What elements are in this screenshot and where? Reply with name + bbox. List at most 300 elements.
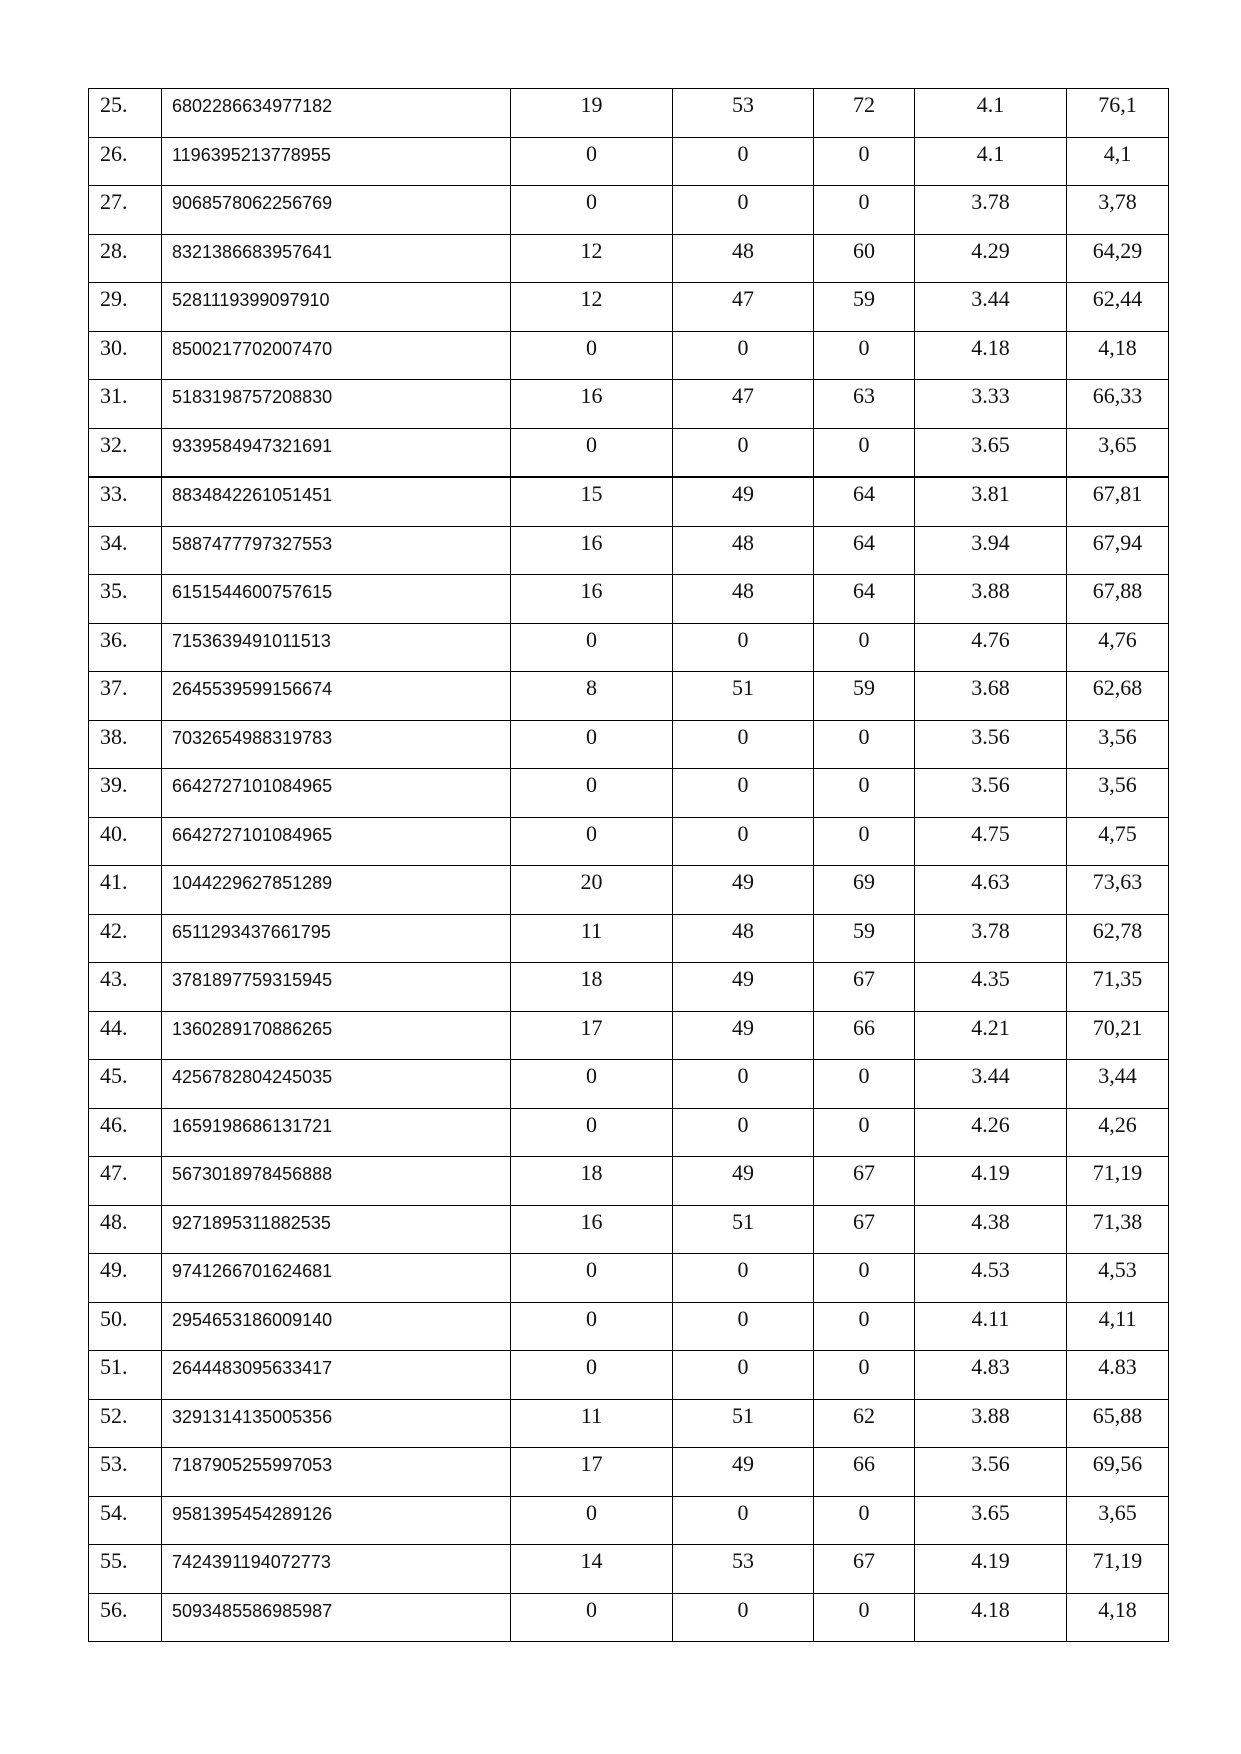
final-score-text: 65,88 xyxy=(1092,1402,1143,1428)
score-a-cell xyxy=(511,1593,673,1642)
score-total-text: 59 xyxy=(853,917,875,943)
score-a-text: 0 xyxy=(586,1354,597,1379)
score-a-cell xyxy=(511,720,673,769)
score-a-cell xyxy=(511,866,673,915)
table-row xyxy=(89,1545,1169,1594)
grade-avg-cell xyxy=(915,1254,1067,1303)
score-total-cell xyxy=(814,1254,915,1303)
student-id-cell xyxy=(162,1254,511,1303)
row-number-cell xyxy=(89,477,162,526)
score-total-cell xyxy=(814,1496,915,1545)
score-total-cell xyxy=(814,866,915,915)
score-a-cell xyxy=(511,1496,673,1545)
score-total-text: 66 xyxy=(853,1014,875,1040)
row-number-cell xyxy=(89,1108,162,1157)
score-a-text: 15 xyxy=(580,481,603,506)
score-a-text: 0 xyxy=(586,1499,597,1525)
grade-avg-text: 4.26 xyxy=(971,1111,1010,1137)
final-score-text: 4.83 xyxy=(1098,1354,1137,1379)
row-number-text: 25. xyxy=(100,92,128,117)
score-total-cell xyxy=(814,1011,915,1060)
score-total-cell xyxy=(814,914,915,963)
score-a-cell xyxy=(511,817,673,866)
student-id-text: 1044229627851289 xyxy=(172,873,333,893)
score-total-text: 59 xyxy=(853,675,875,700)
final-score-cell xyxy=(1067,526,1169,575)
row-number-text: 44. xyxy=(100,1014,128,1040)
table-row xyxy=(89,1060,1169,1109)
table-row xyxy=(89,866,1169,915)
score-total-text: 67 xyxy=(853,1548,875,1573)
grade-avg-cell xyxy=(915,1060,1067,1109)
score-total-text: 62 xyxy=(853,1402,875,1428)
score-a-text: 0 xyxy=(586,189,597,214)
grade-avg-cell xyxy=(915,1011,1067,1060)
grade-avg-text: 3.81 xyxy=(971,481,1010,506)
final-score-text: 3,56 xyxy=(1098,772,1137,797)
student-id-cell xyxy=(162,1545,511,1594)
score-total-cell xyxy=(814,1302,915,1351)
row-number-cell xyxy=(89,1399,162,1448)
student-id-cell xyxy=(162,963,511,1012)
score-b-cell xyxy=(673,1205,814,1254)
row-number-text: 51. xyxy=(100,1354,128,1379)
score-a-cell xyxy=(511,1448,673,1497)
score-total-text: 0 xyxy=(858,820,870,846)
score-a-text: 0 xyxy=(586,1063,597,1088)
score-b-cell xyxy=(673,89,814,138)
score-total-text: 0 xyxy=(858,1305,870,1331)
score-b-cell xyxy=(673,137,814,186)
score-a-text: 0 xyxy=(586,1257,597,1282)
final-score-cell xyxy=(1067,380,1169,429)
score-total-cell xyxy=(814,769,915,818)
score-b-text: 51 xyxy=(732,1402,754,1428)
score-a-text: 0 xyxy=(586,431,597,457)
final-score-cell xyxy=(1067,1302,1169,1351)
grade-avg-cell xyxy=(915,1496,1067,1545)
score-a-cell xyxy=(511,428,673,477)
score-total-text: 0 xyxy=(858,723,870,749)
table-row xyxy=(89,1108,1169,1157)
score-total-cell xyxy=(814,1593,915,1642)
grade-avg-text: 3.44 xyxy=(971,286,1010,311)
table-row xyxy=(89,477,1169,526)
student-id-text: 2954653186009140 xyxy=(172,1309,333,1330)
score-a-text: 17 xyxy=(580,1451,603,1476)
student-id-text: 1659198686131721 xyxy=(172,1115,333,1136)
score-a-text: 11 xyxy=(580,1402,603,1428)
score-b-text: 51 xyxy=(732,1208,754,1234)
score-total-text: 0 xyxy=(858,1596,870,1622)
row-number-text: 50. xyxy=(100,1305,128,1331)
score-b-cell xyxy=(673,526,814,575)
student-id-text: 6642727101084965 xyxy=(172,776,333,796)
grade-avg-cell xyxy=(915,914,1067,963)
score-b-text: 0 xyxy=(737,820,749,846)
row-number-cell xyxy=(89,137,162,186)
student-id-text: 8500217702007470 xyxy=(172,338,333,359)
student-id-text: 9068578062256769 xyxy=(172,193,333,213)
row-number-text: 27. xyxy=(100,189,128,214)
score-total-text: 0 xyxy=(858,1354,870,1379)
score-a-text: 0 xyxy=(586,626,597,652)
final-score-cell xyxy=(1067,769,1169,818)
score-b-text: 48 xyxy=(732,237,754,263)
table-row xyxy=(89,526,1169,575)
score-total-text: 0 xyxy=(858,140,870,166)
student-id-cell xyxy=(162,1011,511,1060)
grade-avg-text: 3.56 xyxy=(971,1451,1010,1476)
score-b-cell xyxy=(673,1254,814,1303)
row-number-text: 33. xyxy=(100,481,128,506)
student-id-text: 5183198757208830 xyxy=(172,387,333,407)
score-total-text: 0 xyxy=(858,1499,870,1525)
score-b-text: 51 xyxy=(732,675,754,700)
student-id-cell xyxy=(162,575,511,624)
grade-avg-text: 4.1 xyxy=(976,92,1005,117)
grade-avg-cell xyxy=(915,234,1067,283)
score-b-text: 47 xyxy=(732,286,754,311)
student-id-cell xyxy=(162,234,511,283)
row-number-cell xyxy=(89,1351,162,1400)
score-a-cell xyxy=(511,1399,673,1448)
grade-avg-text: 3.88 xyxy=(971,578,1010,603)
grade-avg-cell xyxy=(915,963,1067,1012)
score-a-text: 0 xyxy=(586,1111,597,1137)
score-b-cell xyxy=(673,817,814,866)
student-id-cell xyxy=(162,1060,511,1109)
score-a-cell xyxy=(511,1351,673,1400)
row-number-text: 29. xyxy=(100,286,128,311)
row-number-cell xyxy=(89,1060,162,1109)
grade-avg-cell xyxy=(915,1448,1067,1497)
grade-avg-cell xyxy=(915,428,1067,477)
row-number-cell xyxy=(89,1302,162,1351)
score-b-cell xyxy=(673,623,814,672)
score-total-cell xyxy=(814,283,915,332)
score-a-cell xyxy=(511,283,673,332)
score-b-cell xyxy=(673,1399,814,1448)
student-id-text: 3291314135005356 xyxy=(172,1406,333,1427)
grade-avg-text: 3.78 xyxy=(971,189,1010,214)
score-b-cell xyxy=(673,963,814,1012)
row-number-text: 35. xyxy=(100,578,128,603)
row-number-cell xyxy=(89,1448,162,1497)
row-number-cell xyxy=(89,1011,162,1060)
grade-avg-text: 4.35 xyxy=(971,966,1010,991)
student-id-cell xyxy=(162,720,511,769)
grade-avg-text: 4.83 xyxy=(971,1354,1010,1379)
table-row xyxy=(89,186,1169,235)
row-number-cell xyxy=(89,1496,162,1545)
final-score-cell xyxy=(1067,672,1169,721)
final-score-cell xyxy=(1067,331,1169,380)
table-row xyxy=(89,720,1169,769)
final-score-cell xyxy=(1067,1060,1169,1109)
score-total-cell xyxy=(814,817,915,866)
row-number-cell xyxy=(89,1157,162,1206)
score-total-text: 67 xyxy=(853,966,875,991)
score-a-text: 16 xyxy=(580,578,603,603)
student-id-text: 6511293437661795 xyxy=(172,921,331,942)
student-id-text: 8321386683957641 xyxy=(172,241,333,262)
final-score-cell xyxy=(1067,477,1169,526)
table-row xyxy=(89,380,1169,429)
student-id-text: 9339584947321691 xyxy=(172,435,333,456)
score-a-cell xyxy=(511,575,673,624)
final-score-text: 3,65 xyxy=(1098,431,1137,457)
final-score-text: 4,1 xyxy=(1103,140,1132,166)
score-total-cell xyxy=(814,1545,915,1594)
table-row xyxy=(89,963,1169,1012)
score-total-cell xyxy=(814,234,915,283)
table-row xyxy=(89,672,1169,721)
score-total-cell xyxy=(814,186,915,235)
score-a-text: 11 xyxy=(580,917,603,943)
final-score-cell xyxy=(1067,137,1169,186)
grade-avg-text: 4.1 xyxy=(976,140,1005,166)
score-b-text: 0 xyxy=(737,772,749,797)
score-b-cell xyxy=(673,575,814,624)
final-score-text: 71,38 xyxy=(1092,1208,1143,1234)
score-b-text: 0 xyxy=(737,626,749,652)
grade-avg-cell xyxy=(915,817,1067,866)
row-number-text: 55. xyxy=(100,1548,128,1573)
score-b-text: 0 xyxy=(737,334,749,360)
final-score-text: 3,44 xyxy=(1098,1063,1137,1088)
results-table-body xyxy=(89,89,1169,1642)
student-id-cell xyxy=(162,380,511,429)
final-score-cell xyxy=(1067,186,1169,235)
grade-avg-cell xyxy=(915,1545,1067,1594)
row-number-text: 48. xyxy=(100,1208,128,1234)
row-number-text: 38. xyxy=(100,723,128,749)
table-row xyxy=(89,623,1169,672)
score-b-cell xyxy=(673,1545,814,1594)
grade-avg-cell xyxy=(915,89,1067,138)
row-number-cell xyxy=(89,817,162,866)
row-number-text: 49. xyxy=(100,1257,128,1282)
row-number-cell xyxy=(89,234,162,283)
table-row xyxy=(89,575,1169,624)
score-a-cell xyxy=(511,1545,673,1594)
table-row xyxy=(89,817,1169,866)
grade-avg-cell xyxy=(915,769,1067,818)
row-number-text: 39. xyxy=(100,772,128,797)
final-score-cell xyxy=(1067,720,1169,769)
score-total-cell xyxy=(814,672,915,721)
row-number-cell xyxy=(89,1545,162,1594)
score-b-text: 49 xyxy=(732,1160,754,1185)
score-b-cell xyxy=(673,331,814,380)
score-b-text: 49 xyxy=(732,966,754,991)
table-row xyxy=(89,1205,1169,1254)
student-id-cell xyxy=(162,914,511,963)
score-a-cell xyxy=(511,1011,673,1060)
score-total-cell xyxy=(814,526,915,575)
row-number-text: 56. xyxy=(100,1596,128,1622)
table-row xyxy=(89,1157,1169,1206)
student-id-text: 2645539599156674 xyxy=(172,679,333,699)
grade-avg-cell xyxy=(915,137,1067,186)
student-id-text: 3781897759315945 xyxy=(172,970,333,990)
score-b-cell xyxy=(673,672,814,721)
student-id-text: 1360289170886265 xyxy=(172,1018,333,1039)
score-a-cell xyxy=(511,234,673,283)
grade-avg-text: 4.76 xyxy=(971,626,1010,652)
score-b-text: 0 xyxy=(737,1257,749,1282)
grade-avg-text: 4.29 xyxy=(971,237,1010,263)
final-score-text: 71,19 xyxy=(1092,1160,1143,1185)
score-total-text: 72 xyxy=(853,92,875,117)
score-a-text: 20 xyxy=(580,869,603,894)
grade-avg-text: 3.68 xyxy=(971,675,1010,700)
score-a-text: 0 xyxy=(586,723,597,749)
score-a-cell xyxy=(511,963,673,1012)
score-total-cell xyxy=(814,89,915,138)
row-number-text: 36. xyxy=(100,626,128,652)
score-total-cell xyxy=(814,1060,915,1109)
score-a-text: 12 xyxy=(580,286,603,311)
final-score-text: 3,65 xyxy=(1098,1499,1137,1525)
final-score-cell xyxy=(1067,817,1169,866)
row-number-cell xyxy=(89,89,162,138)
score-a-text: 0 xyxy=(586,772,597,797)
student-id-cell xyxy=(162,817,511,866)
score-total-cell xyxy=(814,575,915,624)
score-a-cell xyxy=(511,526,673,575)
grade-avg-text: 3.65 xyxy=(971,1499,1010,1525)
score-total-cell xyxy=(814,1108,915,1157)
row-number-text: 45. xyxy=(100,1063,128,1088)
grade-avg-text: 4.18 xyxy=(971,334,1010,360)
grade-avg-text: 4.18 xyxy=(971,1596,1010,1622)
row-number-text: 41. xyxy=(100,869,128,894)
score-total-text: 67 xyxy=(853,1208,875,1234)
score-a-cell xyxy=(511,1254,673,1303)
table-row xyxy=(89,234,1169,283)
score-total-text: 63 xyxy=(853,383,875,408)
score-a-text: 0 xyxy=(586,1596,597,1622)
student-id-cell xyxy=(162,89,511,138)
score-b-cell xyxy=(673,186,814,235)
score-a-text: 16 xyxy=(580,1208,603,1234)
grade-avg-cell xyxy=(915,1302,1067,1351)
final-score-text: 76,1 xyxy=(1098,92,1137,117)
score-b-text: 48 xyxy=(732,578,754,603)
score-total-text: 0 xyxy=(858,1111,870,1137)
row-number-text: 43. xyxy=(100,966,128,991)
student-id-text: 7153639491011513 xyxy=(172,630,331,651)
score-a-text: 16 xyxy=(580,383,603,408)
row-number-text: 54. xyxy=(100,1499,128,1525)
final-score-cell xyxy=(1067,1545,1169,1594)
grade-avg-text: 3.78 xyxy=(971,917,1010,943)
score-total-text: 66 xyxy=(853,1451,875,1476)
score-a-text: 12 xyxy=(580,237,603,263)
final-score-cell xyxy=(1067,1157,1169,1206)
grade-avg-cell xyxy=(915,1399,1067,1448)
score-b-text: 49 xyxy=(732,869,754,894)
final-score-cell xyxy=(1067,866,1169,915)
row-number-cell xyxy=(89,526,162,575)
score-total-cell xyxy=(814,1448,915,1497)
score-total-text: 59 xyxy=(853,286,875,311)
grade-avg-text: 3.88 xyxy=(971,1402,1010,1428)
score-b-cell xyxy=(673,1351,814,1400)
row-number-text: 26. xyxy=(100,140,128,166)
score-a-text: 0 xyxy=(586,1305,597,1331)
final-score-text: 71,19 xyxy=(1092,1548,1143,1573)
score-total-cell xyxy=(814,477,915,526)
score-a-cell xyxy=(511,137,673,186)
score-b-cell xyxy=(673,1011,814,1060)
score-b-cell xyxy=(673,1157,814,1206)
row-number-cell xyxy=(89,283,162,332)
score-b-text: 0 xyxy=(737,431,749,457)
final-score-text: 4,18 xyxy=(1098,1596,1137,1622)
score-a-cell xyxy=(511,477,673,526)
score-b-text: 0 xyxy=(737,1596,749,1622)
grade-avg-text: 3.44 xyxy=(971,1063,1010,1088)
final-score-cell xyxy=(1067,1108,1169,1157)
table-row xyxy=(89,1448,1169,1497)
row-number-cell xyxy=(89,769,162,818)
row-number-cell xyxy=(89,866,162,915)
score-total-cell xyxy=(814,963,915,1012)
final-score-text: 67,94 xyxy=(1092,529,1143,555)
score-a-cell xyxy=(511,914,673,963)
row-number-text: 40. xyxy=(100,820,128,846)
score-total-cell xyxy=(814,623,915,672)
score-total-cell xyxy=(814,428,915,477)
final-score-text: 3,78 xyxy=(1098,189,1137,214)
results-table-container xyxy=(88,88,1168,1642)
student-id-cell xyxy=(162,1593,511,1642)
grade-avg-cell xyxy=(915,331,1067,380)
score-total-text: 60 xyxy=(853,237,875,263)
score-b-text: 49 xyxy=(732,1451,754,1476)
final-score-cell xyxy=(1067,1593,1169,1642)
row-number-text: 53. xyxy=(100,1451,128,1476)
final-score-text: 4,11 xyxy=(1098,1305,1137,1331)
final-score-cell xyxy=(1067,283,1169,332)
final-score-text: 70,21 xyxy=(1092,1014,1143,1040)
student-id-text: 5673018978456888 xyxy=(172,1164,333,1184)
score-a-cell xyxy=(511,1302,673,1351)
final-score-text: 73,63 xyxy=(1092,869,1143,894)
results-table xyxy=(88,88,1169,1642)
grade-avg-cell xyxy=(915,1157,1067,1206)
student-id-text: 2644483095633417 xyxy=(172,1358,333,1378)
row-number-text: 28. xyxy=(100,237,128,263)
score-a-text: 0 xyxy=(586,820,597,846)
student-id-text: 6802286634977182 xyxy=(172,96,333,116)
row-number-cell xyxy=(89,1254,162,1303)
final-score-cell xyxy=(1067,428,1169,477)
score-b-cell xyxy=(673,1302,814,1351)
grade-avg-cell xyxy=(915,1351,1067,1400)
row-number-cell xyxy=(89,186,162,235)
final-score-cell xyxy=(1067,1496,1169,1545)
student-id-cell xyxy=(162,623,511,672)
score-total-cell xyxy=(814,1351,915,1400)
student-id-cell xyxy=(162,283,511,332)
final-score-text: 66,33 xyxy=(1092,383,1143,408)
score-b-text: 0 xyxy=(737,1111,749,1137)
final-score-text: 67,88 xyxy=(1092,578,1143,603)
